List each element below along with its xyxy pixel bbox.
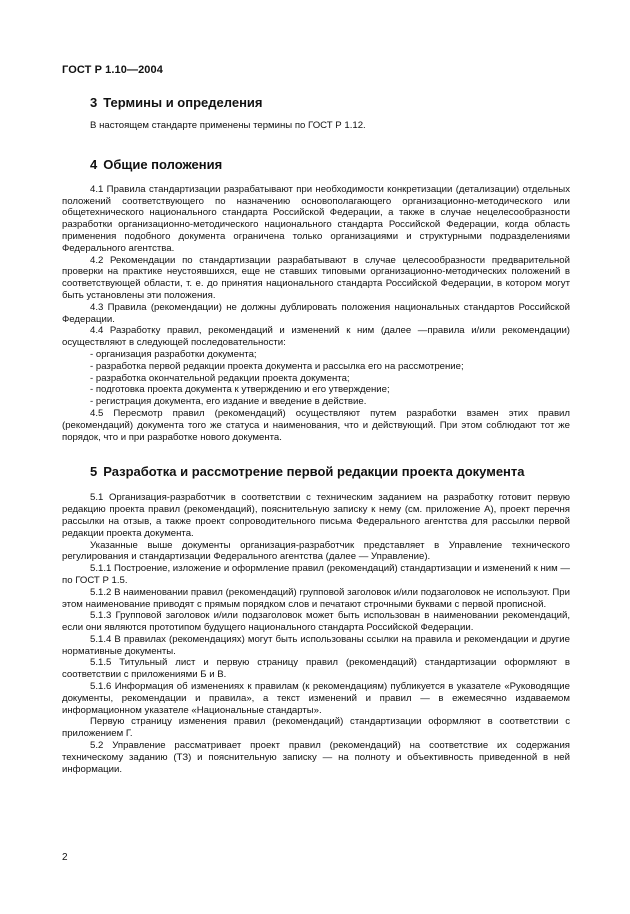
paragraph-5-2: 5.2 Управление рассматривает проект правил (рекомендаций) на соответствие их содержания техническому заданию (ТЗ) и пояснительную записку — на полноту и объективность приведенной в ней информации. [62,740,570,775]
section-5-heading [62,463,570,481]
list-item: - разработка первой редакции проекта документа и рассылка его на рассмотрение; [90,360,464,372]
paragraph-4-1: 4.1 Правила стандартизации разрабатывают при необходимости конкретизации (детализации) отдельных положений соответствующего по назначению основополагающего организационно-методического или общетехнического национального стандарта Российской Федерации, а также в случае нецелесообразности разработки организационно-методического национального стандарта Российской Федерации, когда область применения подобного документа ограничена только организациями и структурными подразделениями Федерального агентства. [62,183,570,254]
section-5-title: Разработка и рассмотрение первой редакции проекта документа [103,464,525,480]
list-item: - организация разработки документа; [90,348,257,360]
section-3-number: 3 [90,95,98,110]
paragraph-5-1: 5.1 Организация-разработчик в соответствии с техническим заданием на разработку готовит первую редакцию проекта правил (рекомендаций), пояснительную записку к нему (см. приложение А), проект перечня рассылки на отзыв, а также проект сопроводительного письма Федерального агентства для рассылки первой редакции проекта документа. [62,492,570,539]
section-5-number: 5 [90,464,98,480]
paragraph-4-2: 4.2 Рекомендации по стандартизации разрабатывают в случае целесообразности предварительной проверки на практике неустоявшихся, еще не ставших типовыми организационно-методических положений в соответствующей области, т. е. до принятия национального стандарта Российской Федерации, в котором могут быть установлены эти положения. [62,254,570,301]
list-item: - подготовка проекта документа к утверждению и его утверждение; [90,384,390,396]
paragraph-4-3: 4.3 Правила (рекомендации) не должны дублировать положения национальных стандартов Российской Федерации. [62,301,570,325]
paragraph-5-1-6: 5.1.6 Информация об изменениях к правилам (к рекомендациям) публикуется в указателе «Руководящие документы, рекомендации и правила», а текст изменений и правил — в ежемесячно издаваемом информационном указателе «Национальные стандарты». [62,681,570,716]
paragraph-4-5: 4.5 Пересмотр правил (рекомендаций) осуществляют путем разработки взамен этих правил (рекомендаций) документа того же статуса и наименования, что и действующий. При этом соблюдают тот же порядок, что и при разработке нового документа. [62,407,570,443]
paragraph-5-1-1: 5.1.1 Построение, изложение и оформление правил (рекомендаций) стандартизации и изменений к ним — по ГОСТ Р 1.5. [62,563,570,586]
paragraph-5-1-2: 5.1.2 В наименовании правил (рекомендаций) групповой заголовок и/или подзаголовок не используют. При этом наименование приводят с прямым порядком слов и печатают строчными буквами с первой прописной. [62,586,570,610]
section-4-number: 4 [90,156,98,172]
paragraph-4-4: 4.4 Разработку правил, рекомендаций и изменений к ним (далее —правила и/или рекомендации) осуществляют в следующей последовательности: [62,325,570,349]
paragraph-5-1-4: 5.1.4 В правилах (рекомендациях) могут быть использованы ссылки на правила и рекомендации и другие нормативные документы. [62,633,570,657]
list-item: - регистрация документа, его издание и введение в действие. [90,396,367,408]
page-content [62,94,570,775]
section-3-text: В настоящем стандарте применены термины по ГОСТ Р 1.12. [90,120,366,131]
document-code-header: ГОСТ Р 1.10—2004 [62,64,163,76]
paragraph-5-1-3: 5.1.3 Групповой заголовок и/или подзаголовок может быть использован в наименовании рекомендаций, если они являются прототипом будущего национального стандарта Российской Федерации. [62,610,570,634]
section-3-title: Термины и определения [103,95,263,110]
paragraph-5-1-6-note: Первую страницу изменения правил (рекомендаций) стандартизации оформляют в соответствии с приложением Г. [62,716,570,740]
section-4-title: Общие положения [103,156,223,172]
paragraph-5-1-5: 5.1.5 Титульный лист и первую страницу правил (рекомендаций) стандартизации оформляют в соответствии с приложениями Б и В. [62,657,570,681]
section-4-heading [62,156,570,174]
section-3-heading [62,94,570,112]
page-number: 2 [62,852,68,863]
list-item: - разработка окончательной редакции проекта документа; [90,372,350,384]
paragraph-5-1-note: Указанные выше документы организация-разработчик представляет в Управление технического регулирования и стандартизации Федерального агентства (далее — Управление). [62,539,570,563]
